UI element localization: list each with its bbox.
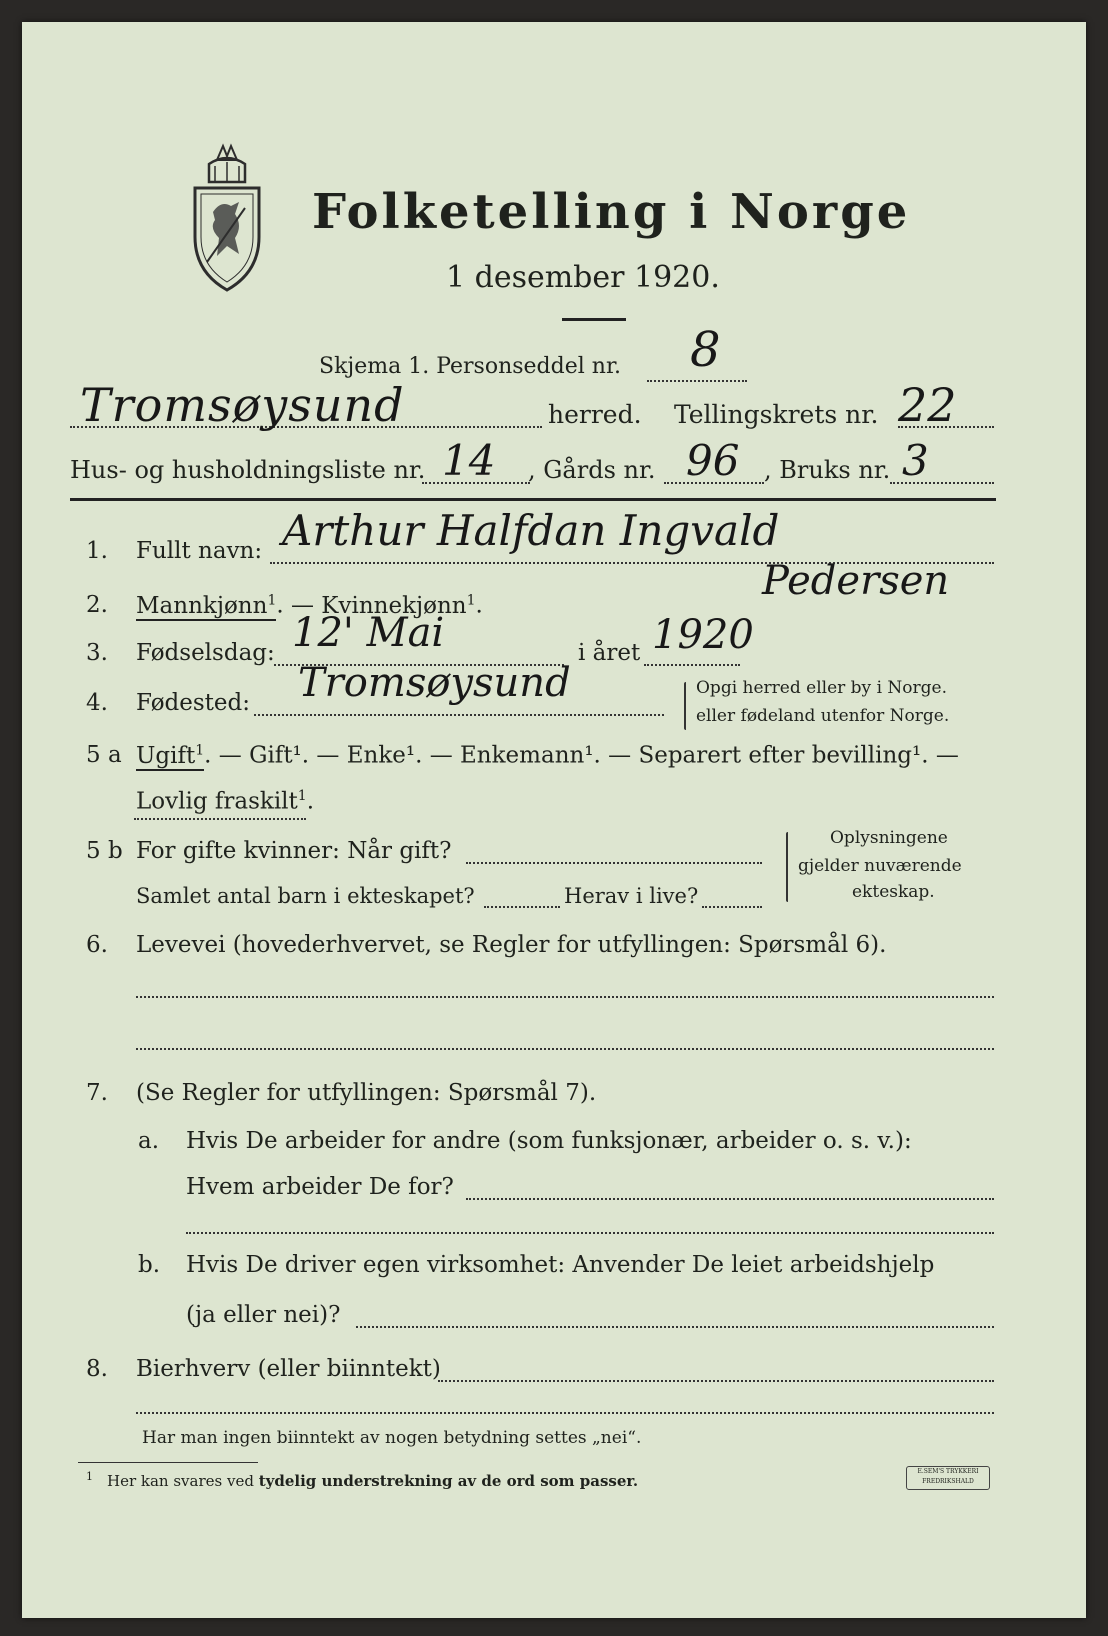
printer-stamp-line1: E.SEM'S TRYKKERI — [917, 1468, 979, 1475]
q3-number: 3. — [86, 640, 108, 666]
q7a-text: Hvis De arbeider for andre (som funksjonær, arbeider o. s. v.): — [186, 1128, 912, 1154]
q5b-note-line3: ekteskap. — [852, 882, 935, 902]
herred-value: Tromsøysund — [80, 378, 405, 432]
q8-label: Bierhverv (eller biinntekt) — [136, 1356, 441, 1382]
q8-number: 8. — [86, 1356, 108, 1382]
q5b-herav-label: Herav i live? — [564, 884, 699, 908]
footer-divider — [78, 1462, 258, 1463]
q4-note-line1: Opgi herred eller by i Norge. — [696, 678, 947, 698]
tellingskrets-label: Tellingskrets nr. — [674, 400, 879, 429]
q7b-text: Hvis De driver egen virksomhet: Anvender De leiet arbeidshjelp — [186, 1252, 935, 1278]
q4-brace — [684, 682, 686, 730]
coat-of-arms-icon — [187, 142, 267, 292]
census-form — [22, 22, 1086, 1618]
q5b-samlet-field[interactable] — [484, 906, 560, 908]
printer-stamp — [906, 1466, 990, 1490]
q7b-question: (ja eller nei)? — [186, 1302, 341, 1328]
footer-note: Har man ingen biinntekt av nogen betydning settes „nei“. — [142, 1428, 642, 1448]
gards-value: 96 — [686, 436, 740, 485]
q5b-samlet-label: Samlet antal barn i ekteskapet? — [136, 884, 475, 908]
q7b-field[interactable] — [356, 1326, 994, 1328]
header-divider — [70, 498, 996, 501]
q3-year-label: i året — [578, 640, 641, 666]
q1-number: 1. — [86, 538, 108, 564]
q7b-letter: b. — [138, 1252, 161, 1278]
q2-dash: . — — [276, 592, 322, 619]
q2-mann-option[interactable]: Mannkjønn$^1$ — [136, 592, 277, 619]
q5a-lovlig-option[interactable]: Lovlig fraskilt$^1$. — [136, 788, 315, 815]
q7a-field-2[interactable] — [186, 1232, 994, 1234]
q5a-ugift-option[interactable]: Ugift$^1$ — [136, 742, 205, 769]
q7a-question: Hvem arbeider De for? — [186, 1174, 454, 1200]
q8-field-2[interactable] — [136, 1412, 994, 1414]
q5a-other-options[interactable]: . — Gift¹. — Enke¹. — Enkemann¹. — Separert efter bevilling¹. — — [204, 742, 959, 769]
q5b-note-line1: Oplysningene — [830, 828, 948, 848]
q5b-brace — [786, 832, 788, 902]
q5a-lovlig-underline — [134, 818, 306, 820]
q8-field-1[interactable] — [438, 1380, 994, 1382]
footnote-text-b: tydelig understrekning av de ord som passer. — [258, 1472, 639, 1490]
footnote-number: 1 — [86, 1470, 93, 1483]
q7-number: 7. — [86, 1080, 108, 1106]
q1-label: Fullt navn: — [136, 538, 263, 564]
q4-note-line2: eller fødeland utenfor Norge. — [696, 706, 950, 726]
q3-year-value: 1920 — [652, 612, 754, 658]
q2-kvinne-option[interactable]: Kvinnekjønn$^1$ — [321, 592, 476, 619]
skjema-label: Skjema 1. Personseddel nr. — [319, 354, 622, 379]
gards-label: , Gårds nr. — [528, 456, 656, 484]
skjema-value: 8 — [690, 322, 721, 378]
q5b-note-line2: gjelder nuværende — [798, 856, 962, 876]
printer-stamp-line2: FREDRIKSHALD — [922, 1478, 974, 1485]
q1-value-line2: Pedersen — [762, 558, 950, 604]
q6-field-1[interactable] — [136, 996, 994, 998]
q6-field-2[interactable] — [136, 1048, 994, 1050]
q3-label: Fødselsdag: — [136, 640, 275, 666]
bruks-value: 3 — [902, 436, 929, 485]
q6-label: Levevei (hovederhvervet, se Regler for utfyllingen: Spørsmål 6). — [136, 932, 887, 958]
title-rule — [562, 318, 626, 321]
q3-year-field[interactable] — [644, 664, 740, 666]
q5b-gift-field[interactable] — [466, 862, 762, 864]
form-date: 1 desember 1920. — [446, 260, 720, 295]
q3-value: 12' Mai — [292, 610, 445, 656]
q4-field[interactable] — [254, 714, 664, 716]
q7-label: (Se Regler for utfyllingen: Spørsmål 7). — [136, 1080, 597, 1106]
q7a-field-1[interactable] — [466, 1198, 994, 1200]
form-title: Folketelling i Norge — [312, 184, 911, 240]
q5b-number: 5 b — [86, 838, 123, 864]
q5b-herav-field[interactable] — [702, 906, 762, 908]
q5a-end: . — [306, 788, 315, 815]
q5a-number: 5 a — [86, 742, 122, 768]
q2-end: . — [475, 592, 483, 619]
skjema-field[interactable] — [647, 380, 747, 382]
hus-label: Hus- og husholdningsliste nr. — [70, 456, 426, 484]
q2-number: 2. — [86, 592, 108, 618]
q7a-letter: a. — [138, 1128, 160, 1154]
q4-label: Fødested: — [136, 690, 251, 716]
q4-value: Tromsøysund — [298, 660, 571, 706]
q5a-options — [136, 742, 959, 769]
q5a-lovlig-label: Lovlig fraskilt — [136, 788, 298, 815]
tellingskrets-value: 22 — [898, 378, 957, 432]
q4-number: 4. — [86, 690, 108, 716]
hus-value: 14 — [442, 436, 496, 485]
q1-value-line1: Arthur Halfdan Ingvald — [282, 506, 780, 555]
q6-number: 6. — [86, 932, 108, 958]
q5b-label: For gifte kvinner: Når gift? — [136, 838, 452, 864]
footnote-text-a: Her kan svares ved — [107, 1472, 254, 1490]
bruks-label: , Bruks nr. — [764, 456, 891, 484]
herred-label: herred. — [548, 400, 642, 429]
footnote — [86, 1470, 638, 1490]
